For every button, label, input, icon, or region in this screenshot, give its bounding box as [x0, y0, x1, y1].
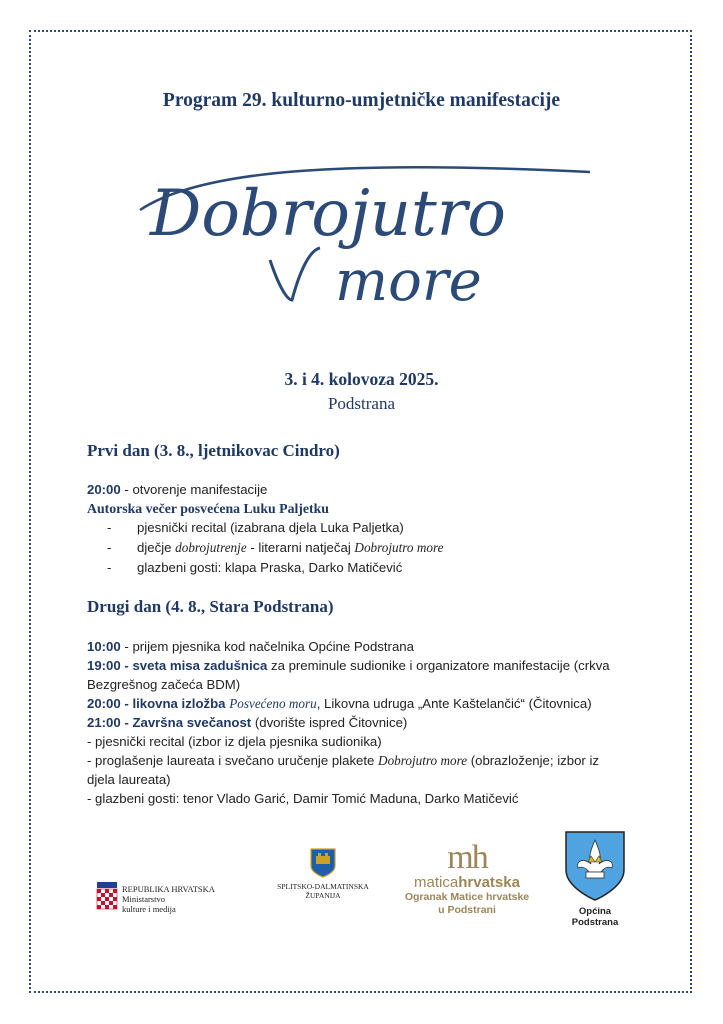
day1-opening-time: 20:00 — [87, 482, 121, 497]
program-title: Program 29. kulturno-umjetničke manifestacije — [162, 90, 561, 111]
county-logo — [268, 848, 378, 918]
municipality-name: Općina Podstrana — [571, 906, 619, 928]
day2-line: 19:00 - sveta misa zadušnica za preminule sudionike i organizatore manifestacije (crkva — [87, 658, 610, 673]
day1-item: - dječje dobrojutrenje - literarni natječaj Dobrojutro more — [107, 540, 444, 555]
day1-heading: Prvi dan (3. 8., ljetnikovac Cindro) — [87, 441, 340, 460]
matica-wordmark: maticahrvatska — [414, 874, 520, 891]
county-line1: SPLITSKO-DALMATINSKA — [277, 882, 369, 891]
day2-line: - proglašenje laureata i svečano uručenje plakete Dobrojutro more (obrazloženje; izbor iz — [87, 753, 599, 768]
day2-line: 21:00 - Završna svečanost (dvorište ispred Čitovnice) — [87, 715, 408, 730]
script-title-logo — [120, 150, 600, 320]
event-dates: 3. i 4. kolovoza 2025. — [284, 369, 439, 389]
municipality-logo — [555, 830, 635, 930]
script-title-line2: more — [335, 249, 482, 314]
matica-sub1: Ogranak Matice hrvatske — [404, 891, 530, 903]
event-place: Podstrana — [327, 394, 396, 413]
day2-line: djela laureata) — [87, 772, 171, 787]
day1-item: - glazbeni gosti: klapa Praska, Darko Matičević — [107, 560, 403, 575]
day2-line: Bezgrešnog začeća BDM) — [87, 677, 241, 692]
municipality-crest-icon — [564, 830, 626, 902]
day1-item: - pjesnički recital (izabrana djela Luka Paljetka) — [107, 520, 404, 535]
matica-logo — [402, 839, 532, 922]
county-crest-icon — [310, 848, 336, 878]
ministry-line1: REPUBLIKA HRVATSKA — [122, 884, 215, 894]
matica-mark-icon: mh — [447, 839, 487, 876]
day2-line: - pjesnički recital (izbor iz djela pjesnika sudionika) — [87, 734, 382, 749]
day1-evening-title: Autorska večer posvećena Luku Paljetku — [87, 501, 329, 516]
day1-opening — [87, 482, 267, 497]
ministry-line3: kulture i medija — [122, 904, 176, 914]
ministry-line2: Ministarstvo — [122, 894, 165, 904]
script-title-line1: Dobrojutro — [150, 177, 506, 251]
croatian-coat-of-arms-icon — [96, 882, 118, 916]
day2-line: - glazbeni gosti: tenor Vlado Garić, Damir Tomić Maduna, Darko Matičević — [87, 791, 519, 806]
ministry-logo — [96, 882, 236, 922]
day2-heading: Drugi dan (4. 8., Stara Podstrana) — [87, 597, 334, 616]
day1-opening-text: - otvorenje manifestacije — [120, 482, 268, 497]
matica-sub2: u Podstrani — [438, 904, 496, 916]
county-line2: ŽUPANIJA — [305, 891, 341, 900]
day2-line: 10:00 - prijem pjesnika kod načelnika Općine Podstrana — [87, 639, 414, 654]
day2-line: 20:00 - likovna izložba Posvećeno moru, Likovna udruga „Ante Kaštelančić“ (Čitovnica) — [87, 696, 592, 711]
